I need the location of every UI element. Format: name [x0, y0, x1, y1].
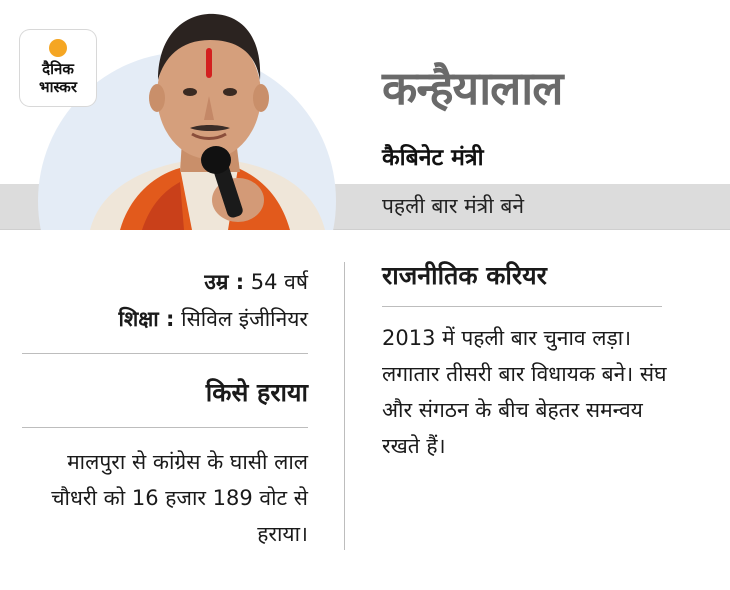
person-role: कैबिनेट मंत्री	[382, 145, 484, 171]
career-text: 2013 में पहली बार चुनाव लड़ा। लगातार तीसरी बार विधायक बने। संघ और संगठन के बीच बेहतर समन्वय रखते हैं।	[382, 326, 667, 458]
education-value: सिविल इंजीनियर	[181, 307, 308, 331]
education-label: शिक्षा :	[118, 307, 175, 331]
logo-line-2: भास्कर	[39, 78, 77, 96]
dainik-bhaskar-logo	[20, 30, 96, 106]
age-row	[204, 268, 308, 296]
career-heading: राजनीतिक करियर	[382, 261, 547, 290]
portrait-image	[80, 0, 330, 230]
defeated-text: मालपुरा से कांग्रेस के घासी लाल चौधरी को 16 हजार 189 वोट से हराया।	[51, 450, 308, 546]
divider	[22, 427, 308, 428]
divider	[382, 306, 662, 307]
defeated-heading: किसे हराया	[205, 378, 308, 407]
column-divider	[344, 262, 345, 550]
role-note: पहली बार मंत्री बने	[382, 194, 525, 218]
person-name: कन्हैयालाल	[382, 61, 563, 115]
age-value: 54 वर्ष	[250, 270, 308, 294]
logo-line-1: दैनिक	[42, 60, 74, 78]
age-label: उम्र :	[204, 270, 245, 294]
divider	[22, 353, 308, 354]
logo-sun-icon	[49, 39, 67, 57]
education-row	[119, 305, 308, 333]
